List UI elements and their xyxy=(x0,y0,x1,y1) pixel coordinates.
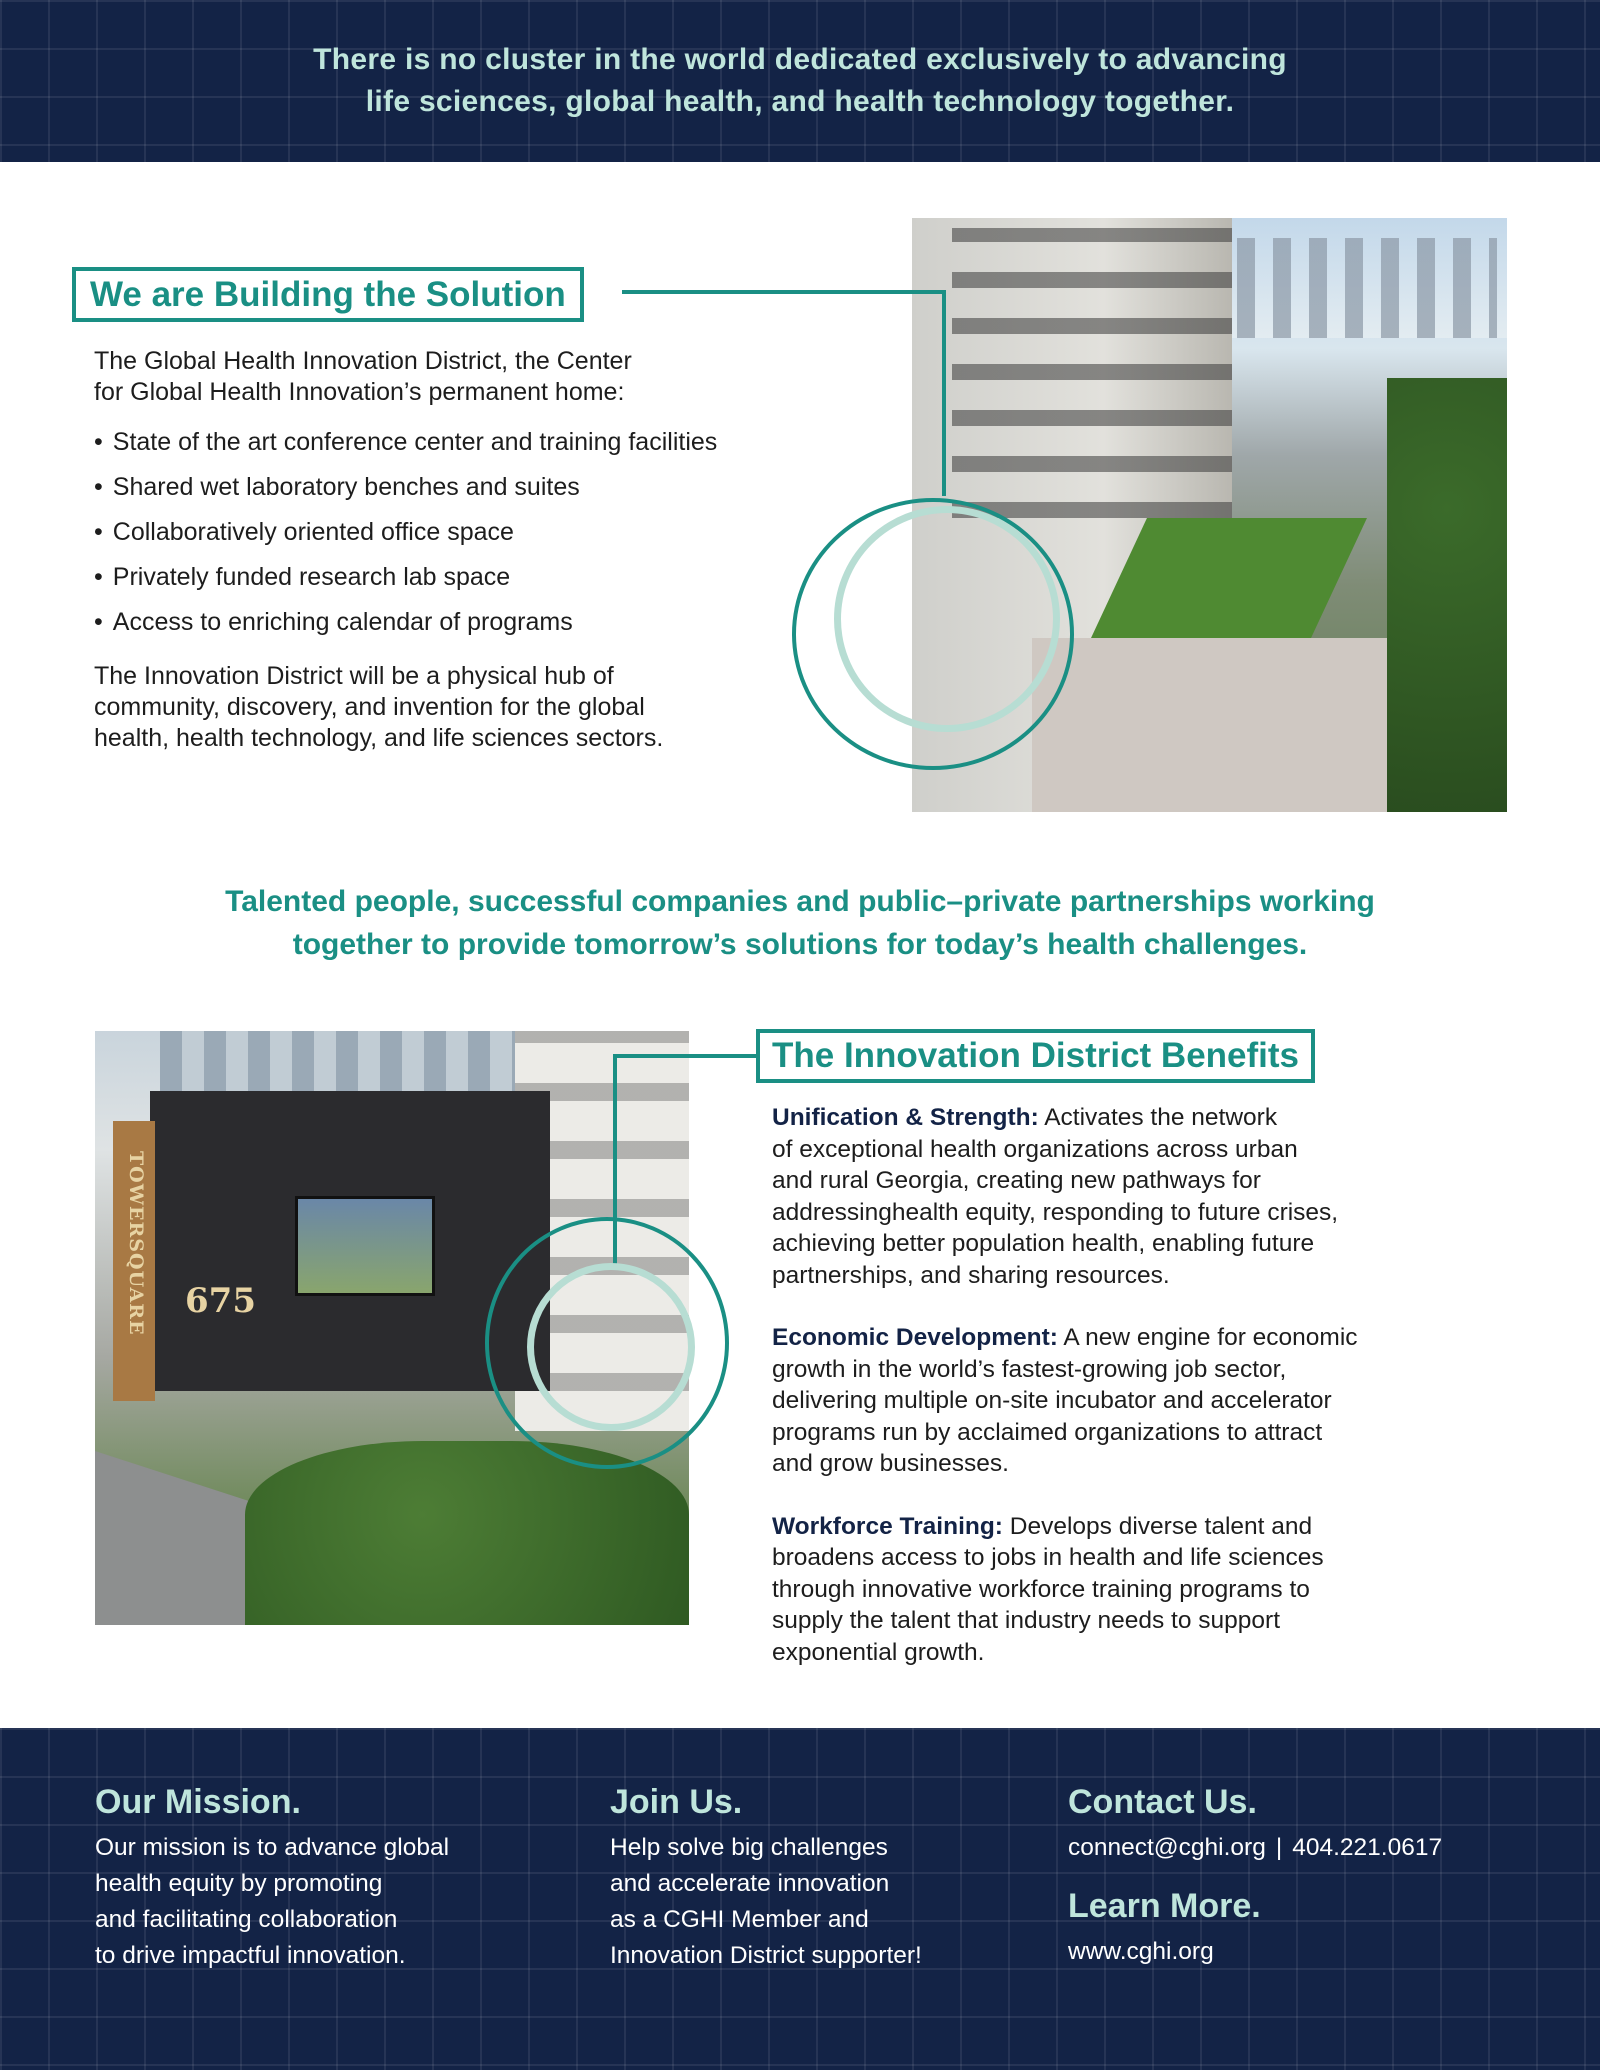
footer-join xyxy=(610,1778,922,1974)
solution-intro-line-2: for Global Health Innovation’s permanent home: xyxy=(94,378,625,406)
benefit-economic xyxy=(772,1322,1492,1480)
solution-body xyxy=(94,346,854,754)
benefit-text: broadens access to jobs in health and life sciences xyxy=(772,1544,1324,1571)
mission-line: to drive impactful innovation. xyxy=(95,1942,406,1969)
banner-line-2: life sciences, global health, and health technology together. xyxy=(365,85,1235,118)
solution-closing xyxy=(94,661,854,754)
benefit-text: growth in the world’s fastest-growing job sector, xyxy=(772,1355,1287,1383)
solution-closing-line-1: The Innovation District will be a physical hub of xyxy=(94,662,614,690)
benefit-text: programs run by acclaimed organizations to attract xyxy=(772,1418,1323,1446)
bullet-item: • Privately funded research lab space xyxy=(94,555,854,600)
solution-closing-line-2: community, discovery, and invention for the global xyxy=(94,693,645,721)
learn-more-heading: Learn More. xyxy=(1068,1887,1261,1925)
photo-plaza xyxy=(1032,638,1392,812)
footer-contact xyxy=(1068,1778,1442,1970)
benefit-text: delivering multiple on-site incubator and accelerator xyxy=(772,1387,1332,1414)
website-link[interactable]: www.cghi.org xyxy=(1068,1938,1214,1965)
solution-intro xyxy=(94,346,854,408)
bullet-item: • Shared wet laboratory benches and suites xyxy=(94,465,854,510)
building-number: 675 xyxy=(185,1281,256,1321)
benefit-text: Develops diverse talent and xyxy=(1002,1512,1313,1540)
bullet-item: • State of the art conference center and training facilities xyxy=(94,420,854,465)
join-line: as a CGHI Member and xyxy=(610,1906,869,1933)
photo-video-screen xyxy=(295,1196,435,1296)
connector-line-horizontal xyxy=(622,290,910,294)
tagline-line-2: together to provide tomorrow’s solutions for today’s health challenges. xyxy=(292,928,1308,961)
connector-line-corner xyxy=(910,290,946,294)
benefit-unification xyxy=(772,1102,1492,1291)
contact-details xyxy=(1068,1830,1442,1866)
join-text xyxy=(610,1830,922,1974)
tagline xyxy=(0,880,1600,966)
photo-trees xyxy=(245,1441,689,1625)
solution-bullet-list xyxy=(94,420,854,645)
highlight-circle-inner xyxy=(527,1263,695,1431)
highlight-circle-inner xyxy=(834,506,1060,732)
join-line: Innovation District supporter! xyxy=(610,1942,922,1969)
benefit-text: of exceptional health organizations across urban xyxy=(772,1135,1298,1163)
mission-text xyxy=(95,1830,449,1974)
benefit-text: supply the talent that industry needs to support xyxy=(772,1607,1281,1634)
benefit-workforce xyxy=(772,1511,1492,1669)
top-banner xyxy=(0,0,1600,162)
benefit-title: Unification & Strength: xyxy=(772,1104,1039,1131)
benefit-text: and grow businesses. xyxy=(772,1450,1009,1477)
solution-intro-line-1: The Global Health Innovation District, the Center xyxy=(94,347,632,375)
benefit-text: and rural Georgia, creating new pathways for xyxy=(772,1167,1261,1194)
banner-line-1: There is no cluster in the world dedicated exclusively to advancing xyxy=(313,43,1287,76)
join-heading: Join Us. xyxy=(610,1783,743,1821)
join-line: and accelerate innovation xyxy=(610,1870,890,1897)
benefit-text: exponential growth. xyxy=(772,1638,985,1666)
benefits-heading: The Innovation District Benefits xyxy=(756,1029,1315,1083)
benefit-text: Activates the network xyxy=(1038,1104,1278,1131)
benefit-title: Economic Development: xyxy=(772,1324,1058,1351)
tagline-line-1: Talented people, successful companies and public–private partnerships working xyxy=(225,885,1375,918)
photo-trees xyxy=(1387,378,1507,812)
solution-heading: We are Building the Solution xyxy=(72,267,584,322)
connector-line-horizontal xyxy=(615,1054,758,1058)
mission-line: and facilitating collaboration xyxy=(95,1906,398,1933)
benefit-text: A new engine for economic xyxy=(1057,1324,1358,1351)
connector-line-vertical xyxy=(942,290,946,496)
photo-windows xyxy=(952,228,1232,548)
mission-line: Our mission is to advance global xyxy=(95,1834,450,1861)
benefit-title: Workforce Training: xyxy=(772,1512,1003,1540)
benefit-text: addressinghealth equity, responding to future crises, xyxy=(772,1198,1339,1226)
contact-heading: Contact Us. xyxy=(1068,1783,1257,1821)
solution-closing-line-3: health, health technology, and life sciences sectors. xyxy=(94,724,664,752)
benefit-text: achieving better population health, enabling future xyxy=(772,1230,1315,1257)
contact-email-link[interactable]: connect@cghi.org xyxy=(1068,1834,1266,1861)
benefit-text: partnerships, and sharing resources. xyxy=(772,1261,1170,1289)
photo-skyline xyxy=(1237,238,1497,338)
contact-separator: | xyxy=(1275,1834,1283,1861)
footer-mission xyxy=(95,1778,449,1974)
contact-phone-link[interactable]: 404.221.0617 xyxy=(1292,1834,1443,1861)
benefits-body xyxy=(772,1102,1492,1699)
join-line: Help solve big challenges xyxy=(610,1834,888,1861)
bullet-item: • Access to enriching calendar of programs xyxy=(94,600,854,645)
mission-line: health equity by promoting xyxy=(95,1870,383,1897)
bullet-item: • Collaboratively oriented office space xyxy=(94,510,854,555)
tower-square-sign-text: TOWERSQUARE xyxy=(125,1151,147,1336)
benefit-text: through innovative workforce training programs to xyxy=(772,1575,1310,1603)
mission-heading: Our Mission. xyxy=(95,1783,301,1821)
